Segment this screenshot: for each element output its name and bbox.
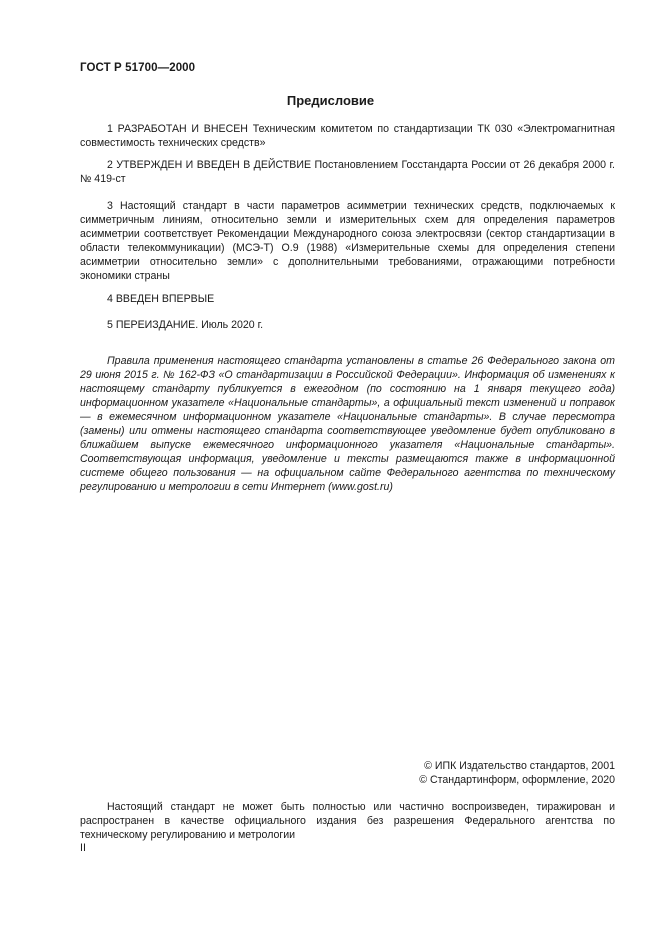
copyright-line-publisher: © ИПК Издательство стандартов, 2001 [424,760,615,772]
preface-item-3: 3 Настоящий стандарт в части параметров асимметрии технических средств, подключаемых к симметричным линиям, относительно земли и измерительных схем для определения параметров асимметрии соответствует Рекомендации Международного союза электросвязи (сектор стандартизации в области телекоммуникации) (МСЭ-Т) О.9 (1988) «Измерительные схемы для определения степени асимметрии относительно земли» с дополнительными требованиями, отражающими потребности экономики страны [80,200,615,282]
preface-item-1: 1 РАЗРАБОТАН И ВНЕСЕН Техническим комитетом по стандартизации ТК 030 «Электромагнитная совместимость технических средств» [80,123,615,149]
application-rules-notice: Правила применения настоящего стандарта установлены в статье 26 Федерального закона от 29 июня 2015 г. № 162-ФЗ «О стандартизации в Российской Федерации». Информация об изменениях к настоящему стандарту публикуется в ежегодном (по состоянию на 1 января текущего года) информационном указателе «Национальные стандарты», а официальный текст изменений и поправок — в ежемесячном информационном указателе «Национальные стандарты». В случае пересмотра (замены) или отмены настоящего стандарта соответствующее уведомление будет опубликовано в ближайшем выпуске ежемесячного информационного указателя «Национальные стандарты». Соответствующая информация, уведомление и тексты размещаются также в информационной системе общего пользования — на официальном сайте Федерального агентства по техническому регулированию и метрологии в сети Интернет (www.gost.ru) [80,355,615,493]
copyright-line-standartinform: © Стандартинформ, оформление, 2020 [419,774,615,786]
page-title: Предисловие [286,93,375,108]
preface-item-5: 5 ПЕРЕИЗДАНИЕ. Июль 2020 г. [107,319,264,331]
page-number: II [80,842,86,854]
preface-item-4: 4 ВВЕДЕН ВПЕРВЫЕ [107,293,215,305]
standard-code-header: ГОСТ Р 51700—2000 [80,62,196,74]
preface-item-2: 2 УТВЕРЖДЕН И ВВЕДЕН В ДЕЙСТВИЕ Постановлением Госстандарта России от 26 декабря 2000 г. № 419-ст [80,159,615,185]
reproduction-notice: Настоящий стандарт не может быть полностью или частично воспроизведен, тиражирован и распространен в качестве официального издания без разрешения Федерального агентства по техническому регулированию и метрологии [80,801,615,841]
